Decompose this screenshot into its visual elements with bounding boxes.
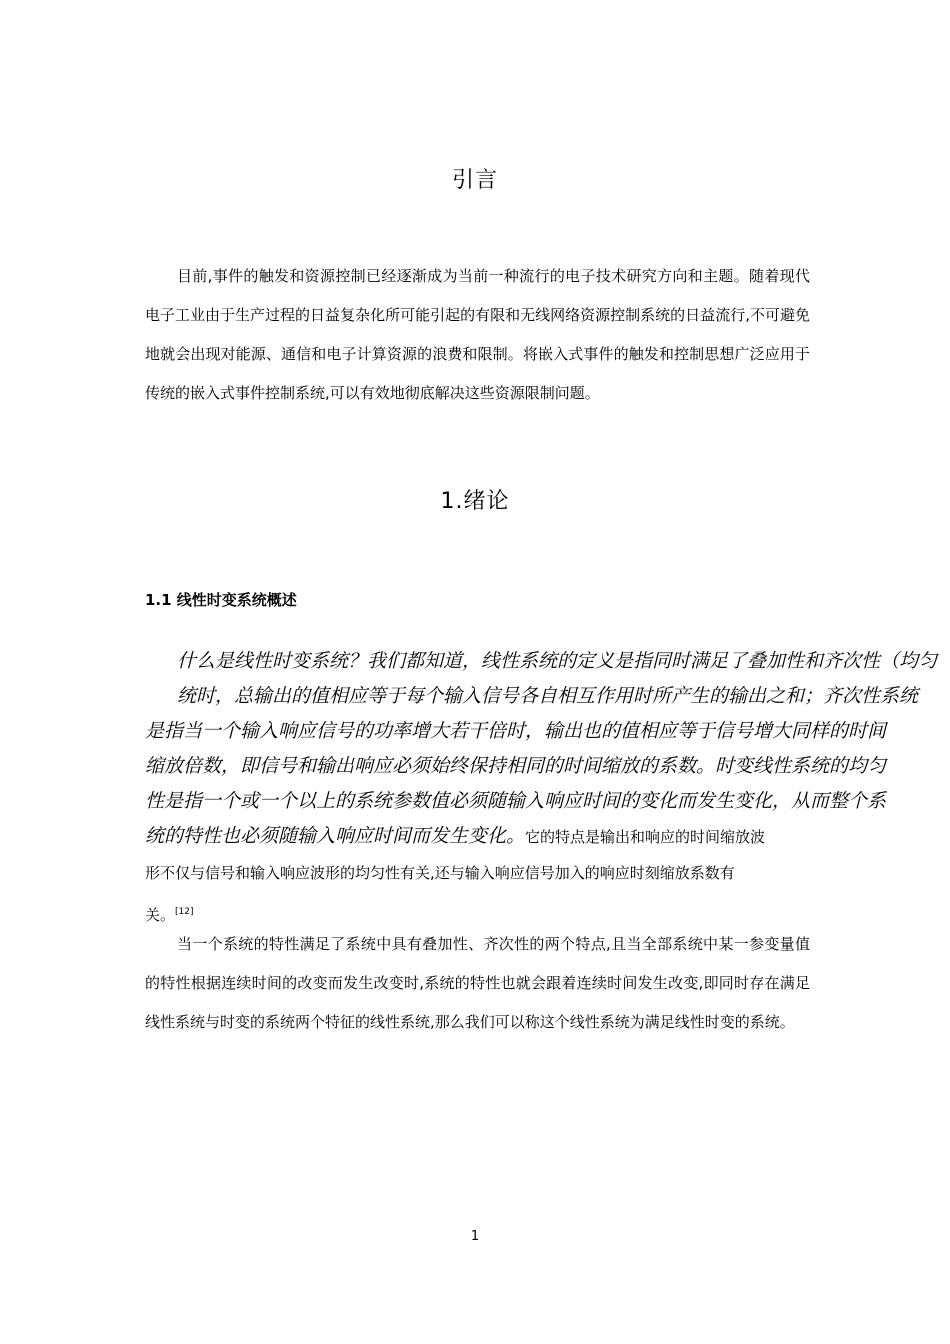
chapter-title: 1.绪论: [440, 489, 510, 514]
italic-line: 什么是线性时变系统？我们都知道，线性系统的定义是指同时满足了叠加性和齐次性（均匀: [177, 650, 938, 672]
italic-definition-block: [145, 644, 950, 854]
citation-reference: [12]: [175, 907, 194, 917]
section-title: 1.1 线性时变系统概述: [145, 591, 297, 609]
paragraph-2: 当一个系统的特性满足了系统中具有叠加性、齐次性的两个特点,且当全部系统中某一参变量值的特性根据连续时间的改变而发生改变时,系统的特性也就会跟着连续时间发生改变,即同时存在满足线性系统与时变的系统两个特征的线性系统,那么我们可以称这个线性系统为满足线性时变的系统。: [145, 935, 810, 1031]
continued-line-1: 形不仅与信号和输入响应波形的均匀性有关,还与输入响应信号加入的响应时刻缩放系数有: [145, 864, 735, 882]
italic-line: 统时，总输出的值相应等于每个输入信号各自相互作用时所产生的输出之和；齐次性系统: [177, 685, 919, 707]
italic-line: 性是指一个或一个以上的系统参数值必须随输入响应时间的变化而发生变化，从而整个系: [145, 790, 887, 812]
italic-line-text: 统的特性也必须随输入响应时间而发生变化。: [145, 825, 526, 847]
continued-line-2-text: 关。: [145, 906, 176, 924]
italic-line: 缩放倍数，即信号和输出响应必须始终保持相同的时间缩放的系数。时变线性系统的均匀: [145, 755, 887, 777]
continued-paragraph: [145, 854, 815, 935]
page-number: 1: [470, 1229, 480, 1244]
intro-title: 引言: [451, 168, 498, 193]
intro-paragraph: 目前,事件的触发和资源控制已经逐渐成为当前一种流行的电子技术研究方向和主题。随着现代电子工业由于生产过程的日益复杂化所可能引起的有限和无线网络资源控制系统的日益流行,不可避免地就会出现对能源、通信和电子计算资源的浪费和限制。将嵌入式事件的触发和控制思想广泛应用于传统的嵌入式事件控制系统,可以有效地彻底解决这些资源限制问题。: [145, 267, 810, 402]
italic-line-last: [145, 819, 950, 854]
italic-tail-text: 它的特点是输出和响应的时间缩放波: [525, 828, 766, 846]
italic-line: 是指当一个输入响应信号的功率增大若干倍时，输出也的值相应等于信号增大同样的时间: [145, 720, 887, 742]
